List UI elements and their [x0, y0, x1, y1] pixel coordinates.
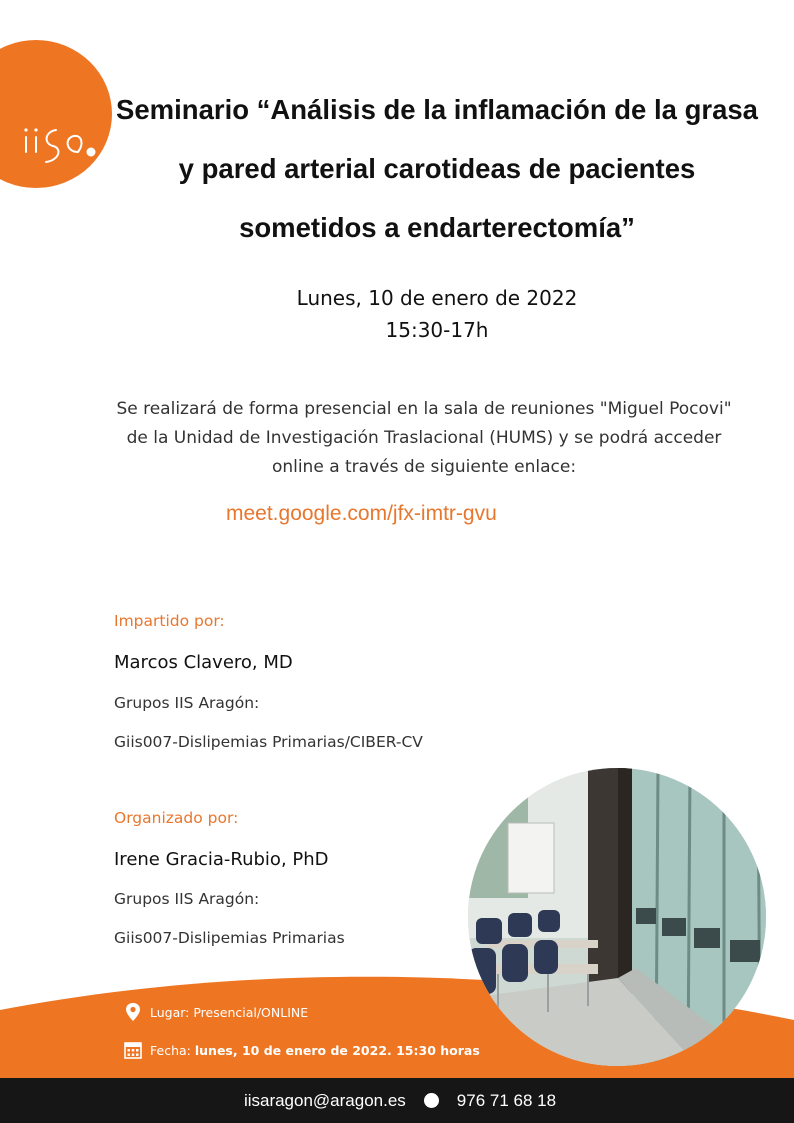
event-description: Se realizará de forma presencial en la sala de reuniones "Miguel Pocovi" de la Unidad de Investigación Traslacional (HUMS) y se podrá acceder online a través de siguiente enlace:: [116, 399, 732, 477]
logo-circle: [0, 40, 112, 188]
speaker-groups-label: Grupos IIS Aragón:: [114, 694, 260, 712]
impartido-heading: Impartido por:: [114, 612, 225, 630]
speaker-name: Marcos Clavero, MD: [114, 652, 293, 673]
footer-email[interactable]: iisaragon@aragon.es: [243, 1090, 406, 1110]
organizer-groups-label: Grupos IIS Aragón:: [114, 890, 260, 908]
organizer-group: Giis007-Dislipemias Primarias: [114, 929, 345, 947]
seminar-title: Seminario “Análisis de la inflamación de la grasa y pared arterial carotideas de pacientes sometidos a endarterectomía”: [116, 94, 758, 243]
fecha-label: Fecha:: [150, 1042, 191, 1058]
organizado-heading: Organizado por:: [114, 809, 239, 827]
lugar-row: [124, 1002, 308, 1022]
meet-link[interactable]: meet.google.com/jfx-imtr-gvu: [226, 502, 497, 525]
iisa-logo-icon: [0, 40, 112, 188]
fecha-row: [124, 1040, 480, 1060]
speaker-group: Giis007-Dislipemias Primarias/CIBER-CV: [114, 733, 423, 751]
organizer-name: Irene Gracia-Rubio, PhD: [114, 849, 329, 870]
event-date: Lunes, 10 de enero de 2022: [296, 286, 578, 310]
event-time: 15:30-17h: [385, 318, 489, 342]
footer-phone[interactable]: 976 71 68 18: [456, 1090, 557, 1110]
calendar-icon: [124, 1040, 142, 1060]
lugar-text: Lugar: Presencial/ONLINE: [150, 1004, 309, 1020]
bullet-dot-icon: [424, 1093, 439, 1108]
classroom-image-icon: [468, 768, 766, 1066]
classroom-photo: [468, 768, 766, 1066]
footer-bar: [0, 1078, 794, 1123]
fecha-value: lunes, 10 de enero de 2022. 15:30 horas: [194, 1042, 480, 1058]
location-pin-icon: [124, 1002, 142, 1022]
